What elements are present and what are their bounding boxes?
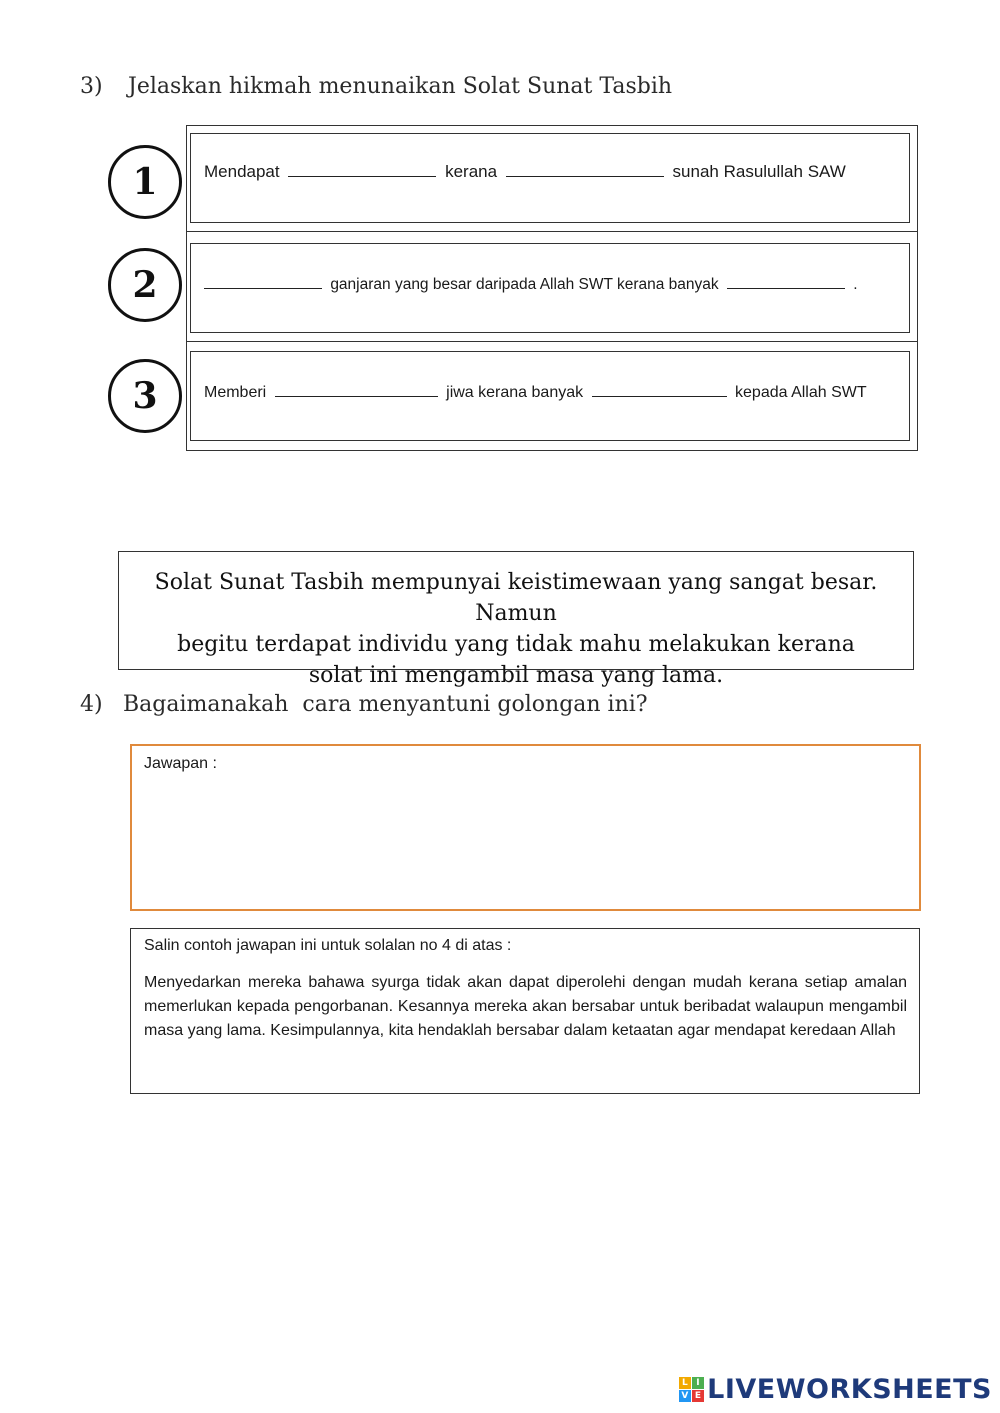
question-number: 3) (80, 74, 103, 99)
hikmah-row-1 (190, 133, 910, 223)
blank-field[interactable] (506, 160, 664, 177)
blank-field[interactable] (592, 380, 727, 397)
row-text: sunah Rasulullah SAW (672, 162, 846, 181)
sample-text: Menyedarkan mereka bahawa syurga tidak akan dapat diperolehi dengan mudah kerana setiap amalan memerlukan kepada pengorbanan. Kesannya mereka akan bersabar untuk beribadat walaupun mengambil masa yang lama. Kesimpulannya, kita hendaklah bersabar dalam ketaatan agar mendapat keredaan Allah (144, 974, 907, 1039)
row-text: kerana (445, 162, 498, 181)
sample-heading: Salin contoh jawapan ini untuk solalan no 4 di atas : (144, 937, 512, 954)
question-number: 4) (80, 692, 103, 717)
context-line: solat ini mengambil masa yang lama. (308, 663, 724, 688)
answer-input-box[interactable] (130, 744, 921, 911)
context-line: Solat Sunat Tasbih mempunyai keistimewaan yang sangat besar. Namun (154, 570, 878, 626)
blank-field[interactable] (204, 272, 322, 289)
question-text: Jelaskan hikmah menunaikan Solat Sunat Tasbih (128, 74, 673, 99)
liveworksheets-logo (679, 1373, 992, 1405)
answer-label: Jawapan : (144, 755, 217, 772)
row-divider (186, 231, 918, 232)
row-text: Mendapat (204, 162, 280, 181)
row-text: kepada Allah SWT (735, 384, 867, 401)
row-text: ganjaran yang besar daripada Allah SWT kerana banyak (330, 276, 719, 293)
row-divider (186, 341, 918, 342)
row-text: . (853, 276, 858, 293)
sample-answer-box (130, 928, 920, 1094)
number-circle-1: 1 (108, 145, 182, 219)
question-3-title (80, 74, 672, 99)
question-text: Bagaimanakah cara menyantuni golongan ini? (123, 692, 648, 717)
blank-field[interactable] (275, 380, 438, 397)
row-text: jiwa kerana banyak (446, 384, 584, 401)
number-circle-3: 3 (108, 359, 182, 433)
question-4-title (80, 692, 648, 717)
row-text: Memberi (204, 384, 267, 401)
blank-field[interactable] (727, 272, 845, 289)
context-box (118, 551, 914, 688)
logo-mark-icon: L I V E (679, 1377, 704, 1402)
number-circle-2: 2 (108, 248, 182, 322)
context-line: begitu terdapat individu yang tidak mahu melakukan kerana (177, 632, 855, 657)
hikmah-row-3 (190, 351, 910, 441)
hikmah-row-2 (190, 243, 910, 333)
brand-name: LIVEWORKSHEETS (707, 1373, 992, 1405)
blank-field[interactable] (288, 160, 436, 177)
